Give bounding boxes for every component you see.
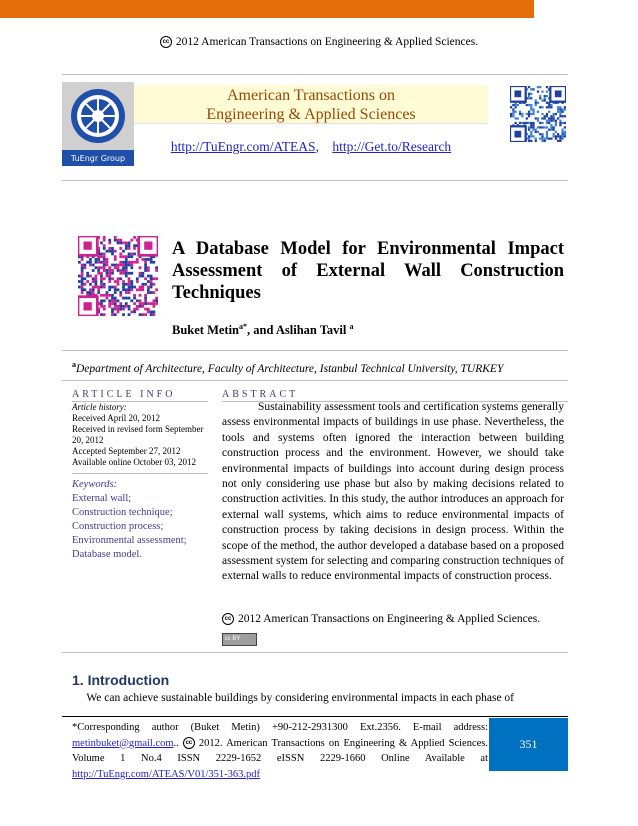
section-heading-introduction: 1. Introduction: [72, 672, 170, 688]
banner-divider: [62, 180, 568, 181]
author-divider: [62, 350, 568, 351]
header-copyright: cc 2012 American Transactions on Engineering & Applied Sciences.: [0, 36, 638, 48]
journal-links-band: http://TuEngr.com/ATEAS, http://Get.to/Research: [134, 123, 488, 166]
cc-by-badge: cc BY: [222, 633, 257, 646]
logo-label: TuEngr Group: [70, 154, 126, 163]
journal-link-tuengr[interactable]: http://TuEngr.com/ATEAS: [170, 139, 316, 154]
cc-icon: cc: [183, 737, 195, 749]
author-email-link[interactable]: metinbuket@gmail.com: [72, 737, 174, 749]
header-divider: [62, 74, 568, 75]
keyword: Construction process;: [72, 521, 164, 532]
abstract-copyright: cc 2012 American Transactions on Engineering & Applied Sciences.: [222, 613, 568, 625]
article-info-heading: ARTICLE INFO: [72, 389, 176, 400]
journal-title-band: [134, 85, 488, 123]
footer-divider: [62, 716, 568, 717]
tuengr-logo: [62, 82, 134, 166]
affil-divider: [62, 380, 568, 381]
keyword: Database model.: [72, 549, 142, 560]
abstract-divider: [62, 652, 568, 653]
keyword: Construction technique;: [72, 507, 173, 518]
abstract-heading: ABSTRACT: [222, 389, 299, 400]
footer-citation: *Corresponding author (Buket Metin) +90-212-2931300 Ext.2356. E-mail address: metinbuket@gmail.com.. cc 2012. American Transactions on Engineering & Applied Sciences. Volume 1 No.4 ISSN 2229-1652 eISSN 2229-1660 Online Available at http://TuEngr.com/ATEAS/V01/351-363.pdf: [72, 722, 488, 780]
abstract-text: Sustainability assessment tools and certification systems generally assess environmental impacts of buildings in use phase. Nevertheless, the tools and systems often ignored the interaction between building construction process and the environment. However, we should take environmental impacts of buildings into account during design process not only considering use phase but also by making decisions related to construction activities. In this study, the author introduces an approach for external wall systems, which aims to reduce environmental impacts of construction process by taking decisions in design process. Within the scope of the method, the author developed a database based on a proposed assessment system for selecting and comparing construction techniques of external walls to reduce environmental impacts of construction process.: [222, 401, 565, 583]
article-url-link[interactable]: http://TuEngr.com/ATEAS/V01/351-363.pdf: [72, 768, 261, 780]
journal-link-research[interactable]: http://Get.to/Research: [332, 139, 452, 154]
page-number-box: [489, 718, 568, 771]
cc-icon: cc: [160, 36, 172, 48]
paper-title-block: [172, 238, 564, 304]
keyword: External wall;: [72, 493, 132, 504]
intro-first-line: We can achieve sustainable buildings by considering environmental impacts in each phase of: [86, 692, 515, 704]
abstract-body: [222, 400, 564, 585]
top-accent-bar: [0, 0, 534, 18]
page-number: 351: [519, 737, 538, 751]
journal-title-line2: Engineering & Applied Sciences: [206, 106, 416, 123]
article-history: Article history: Received April 20, 2012 Received in revised form September 20, 2012 Accepted September 27, 2012 Available online October 03, 2012: [72, 402, 204, 467]
qr-code-top: [510, 86, 566, 142]
author-line: Buket Metin$^{a*}$, and Aslihan Tavil $^a$: [172, 322, 354, 338]
qr-code-paper: [78, 236, 158, 316]
affiliation: $^a$Department of Architecture, Faculty of Architecture, Istanbul Technical University, TURKEY: [72, 360, 504, 375]
keyword: Environmental assessment;: [72, 535, 187, 546]
journal-title-line1: American Transactions on: [227, 87, 395, 104]
keywords-rule: [72, 473, 208, 474]
keywords-block: Keywords: External wall; Construction technique; Construction process; Environmental assessment; Database model.: [72, 478, 216, 562]
cc-icon: cc: [222, 613, 234, 625]
paper-title: A Database Model for Environmental Impact Assessment of External Wall Construction Techniques: [172, 239, 564, 303]
